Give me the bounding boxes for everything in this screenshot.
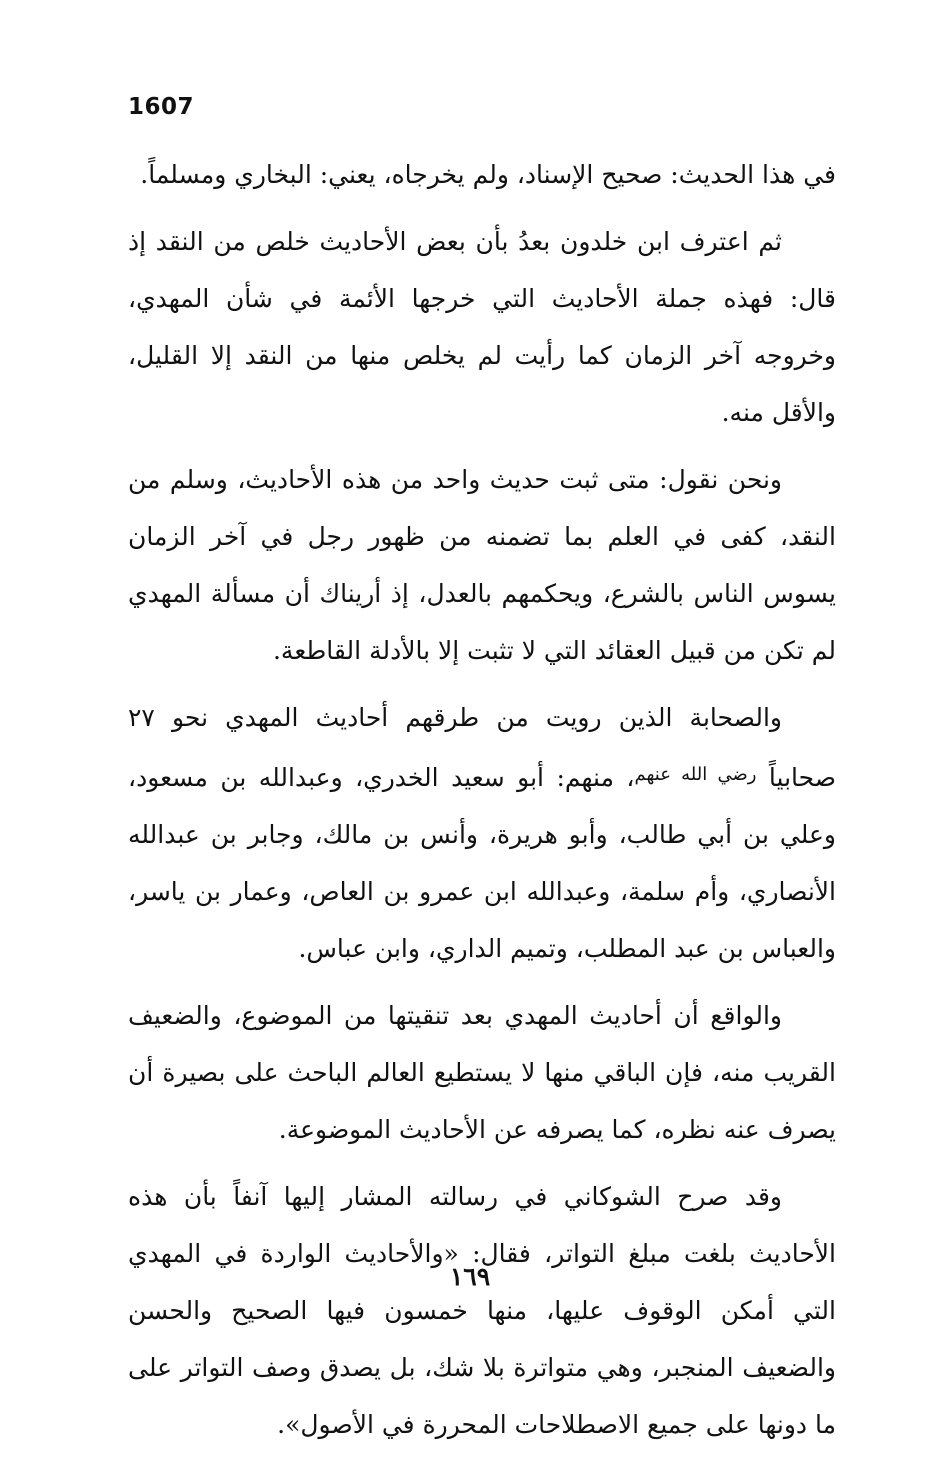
paragraph-2: ثم اعترف ابن خلدون بعدُ بأن بعض الأحاديث خلص من النقد إذ قال: فهذه جملة الأحاديث التي خرجها الأئمة في شأن المهدي، وخروجه آخر الزمان كما رأيت لم يخلص منها من النقد إلا القليل، والأقل منه. [128, 227, 836, 427]
paragraph-1: في هذا الحديث: صحيح الإسناد، ولم يخرجاه، يعني: البخاري ومسلماً. [140, 160, 836, 189]
top-page-number: 1607 [128, 94, 195, 120]
honorific-symbol: رضي الله عنهم [634, 764, 757, 785]
paragraph-6: وقد صرح الشوكاني في رسالته المشار إليها آنفاً بأن هذه الأحاديث بلغت مبلغ التواتر، فقال: «والأحاديث الواردة في المهدي التي أمكن الوقوف عليها، منها خمسون فيها الصحيح والحسن والضعيف المنجبر، وهي متواترة بلا شك، بل يصدق وصف التواتر على ما دونها على جميع الاصطلاحات المحررة في الأصول». [128, 1182, 836, 1439]
paragraph-4: والصحابة الذين رويت من طرقهم أحاديث المهدي نحو ٢٧ صحابياً $^{رضي الله عنهم}$، منهم: أبو سعيد الخدري، وعبدالله بن مسعود، وعلي بن أبي طالب، وأبو هريرة، وأنس بن مالك، وجابر بن عبدالله الأنصاري، وأم سلمة، وعبدالله ابن عمرو بن العاص، وعمار بن ياسر، والعباس بن عبد المطلب، وتميم الداري، وابن عباس. [128, 703, 837, 963]
paragraph-5: والواقع أن أحاديث المهدي بعد تنقيتها من الموضوع، والضعيف القريب منه، فإن الباقي منها لا يستطيع العالم الباحث على بصيرة أن يصرف عنه نظره، كما يصرفه عن الأحاديث الموضوعة. [128, 1001, 836, 1144]
paragraph-4-text: والصحابة الذين رويت من طرقهم أحاديث المهدي نحو ٢٧ صحابياً [128, 703, 837, 792]
paragraph-3: ونحن نقول: متى ثبت حديث واحد من هذه الأحاديث، وسلم من النقد، كفى في العلم بما تضمنه من ظهور رجل في آخر الزمان يسوس الناس بالشرع، ويحكمهم بالعدل، إذ أريناك أن مسألة المهدي لم تكن من قبيل العقائد التي لا تثبت إلا بالأدلة القاطعة. [128, 465, 836, 665]
paragraph-4-continued: منهم: أبو سعيد الخدري، وعبدالله بن مسعود، وعلي بن أبي طالب، وأبو هريرة، وأنس بن مالك، وجابر بن عبدالله الأنصاري، وأم سلمة، وعبدالله ابن عمرو بن العاص، وعمار بن ياسر، والعباس بن عبد المطلب، وتميم الداري، وابن عباس. [128, 763, 836, 963]
page-folio-number: ١٦٩ [449, 1262, 491, 1291]
